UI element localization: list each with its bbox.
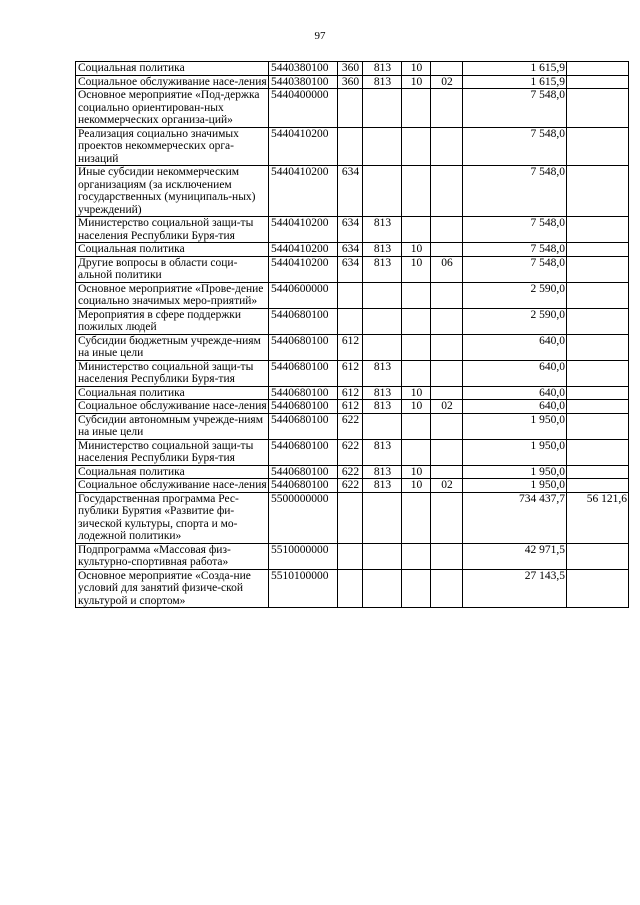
cell-name: Социальная политика xyxy=(76,386,269,400)
cell-amount-extra xyxy=(567,400,629,414)
cell-subsection xyxy=(431,569,463,608)
cell-ministry-code xyxy=(363,569,402,608)
cell-name: Социальное обслуживание насе-ления xyxy=(76,479,269,493)
cell-amount: 1 950,0 xyxy=(463,479,567,493)
cell-amount: 7 548,0 xyxy=(463,217,567,243)
table-row xyxy=(76,400,629,414)
cell-amount-extra xyxy=(567,127,629,166)
cell-section xyxy=(402,89,431,128)
cell-name: Подпрограмма «Массовая физ-культурно-спортивная работа» xyxy=(76,543,269,569)
cell-expense-type: 622 xyxy=(338,413,363,439)
cell-subsection xyxy=(431,413,463,439)
cell-ministry-code: 813 xyxy=(363,386,402,400)
cell-ministry-code: 813 xyxy=(363,243,402,257)
cell-amount-extra xyxy=(567,439,629,465)
cell-amount-extra xyxy=(567,256,629,282)
cell-subsection xyxy=(431,334,463,360)
table-row xyxy=(76,569,629,608)
cell-ministry-code xyxy=(363,308,402,334)
cell-name: Социальная политика xyxy=(76,62,269,76)
cell-section xyxy=(402,217,431,243)
cell-ministry-code xyxy=(363,166,402,217)
cell-expense-type xyxy=(338,543,363,569)
cell-amount: 640,0 xyxy=(463,334,567,360)
cell-amount-extra xyxy=(567,282,629,308)
cell-expense-type: 634 xyxy=(338,243,363,257)
table-row xyxy=(76,89,629,128)
cell-subsection xyxy=(431,465,463,479)
cell-ministry-code: 813 xyxy=(363,360,402,386)
cell-amount-extra xyxy=(567,479,629,493)
table-row xyxy=(76,282,629,308)
cell-name: Другие вопросы в области соци-альной политики xyxy=(76,256,269,282)
cell-target-article: 5510100000 xyxy=(269,569,338,608)
cell-subsection: 02 xyxy=(431,400,463,414)
cell-amount: 7 548,0 xyxy=(463,127,567,166)
cell-amount: 2 590,0 xyxy=(463,282,567,308)
cell-amount: 640,0 xyxy=(463,400,567,414)
cell-name: Основное мероприятие «Прове-дение социально значимых меро-приятий» xyxy=(76,282,269,308)
cell-expense-type xyxy=(338,492,363,543)
cell-ministry-code: 813 xyxy=(363,479,402,493)
cell-target-article: 5440680100 xyxy=(269,386,338,400)
cell-section: 10 xyxy=(402,243,431,257)
cell-expense-type: 622 xyxy=(338,479,363,493)
table-row xyxy=(76,62,629,76)
cell-target-article: 5440680100 xyxy=(269,465,338,479)
cell-ministry-code xyxy=(363,492,402,543)
cell-ministry-code: 813 xyxy=(363,439,402,465)
cell-name: Государственная программа Рес-публики Бурятия «Развитие фи-зической культуры, спорта и мо-лодежной политики» xyxy=(76,492,269,543)
cell-amount-extra xyxy=(567,569,629,608)
cell-section xyxy=(402,166,431,217)
cell-expense-type: 634 xyxy=(338,166,363,217)
cell-target-article: 5440680100 xyxy=(269,334,338,360)
cell-section xyxy=(402,282,431,308)
cell-subsection xyxy=(431,492,463,543)
table-row xyxy=(76,360,629,386)
cell-section: 10 xyxy=(402,465,431,479)
cell-amount-extra xyxy=(567,217,629,243)
cell-amount: 1 950,0 xyxy=(463,439,567,465)
cell-amount-extra xyxy=(567,62,629,76)
cell-amount-extra xyxy=(567,360,629,386)
cell-name: Иные субсидии некоммерческим организациям (за исключением государственных (муниципаль-ных) учреждений) xyxy=(76,166,269,217)
cell-subsection xyxy=(431,62,463,76)
cell-section xyxy=(402,413,431,439)
cell-section xyxy=(402,334,431,360)
table-body xyxy=(76,62,629,608)
cell-target-article: 5440380100 xyxy=(269,62,338,76)
table-row xyxy=(76,465,629,479)
cell-expense-type: 622 xyxy=(338,439,363,465)
cell-name: Основное мероприятие «Созда-ние условий для занятий физиче-ской культурой и спортом» xyxy=(76,569,269,608)
cell-target-article: 5440680100 xyxy=(269,439,338,465)
cell-section xyxy=(402,569,431,608)
cell-section xyxy=(402,308,431,334)
cell-expense-type xyxy=(338,89,363,128)
cell-expense-type: 360 xyxy=(338,75,363,89)
cell-target-article: 5440410200 xyxy=(269,127,338,166)
cell-expense-type xyxy=(338,127,363,166)
cell-section: 10 xyxy=(402,75,431,89)
cell-section xyxy=(402,439,431,465)
cell-section: 10 xyxy=(402,386,431,400)
table-row xyxy=(76,243,629,257)
cell-subsection xyxy=(431,543,463,569)
cell-expense-type: 612 xyxy=(338,386,363,400)
cell-amount: 7 548,0 xyxy=(463,256,567,282)
cell-section: 10 xyxy=(402,479,431,493)
cell-target-article: 5440680100 xyxy=(269,413,338,439)
cell-target-article: 5440410200 xyxy=(269,243,338,257)
cell-amount-extra xyxy=(567,334,629,360)
cell-name: Основное мероприятие «Под-держка социально ориентирован-ных некоммерческих организа-ций» xyxy=(76,89,269,128)
cell-target-article: 5510000000 xyxy=(269,543,338,569)
cell-ministry-code: 813 xyxy=(363,217,402,243)
cell-section xyxy=(402,127,431,166)
cell-target-article: 5440680100 xyxy=(269,360,338,386)
cell-amount: 640,0 xyxy=(463,386,567,400)
cell-subsection xyxy=(431,360,463,386)
cell-target-article: 5440410200 xyxy=(269,166,338,217)
cell-expense-type xyxy=(338,308,363,334)
cell-expense-type: 622 xyxy=(338,465,363,479)
cell-name: Социальная политика xyxy=(76,465,269,479)
table-row xyxy=(76,217,629,243)
cell-ministry-code xyxy=(363,89,402,128)
cell-ministry-code: 813 xyxy=(363,400,402,414)
cell-ministry-code: 813 xyxy=(363,256,402,282)
cell-name: Министерство социальной защи-ты населения Республики Буря-тия xyxy=(76,439,269,465)
cell-amount: 734 437,7 xyxy=(463,492,567,543)
table-row xyxy=(76,439,629,465)
page-number: 97 xyxy=(314,30,326,42)
table-row xyxy=(76,308,629,334)
cell-section xyxy=(402,543,431,569)
cell-subsection xyxy=(431,217,463,243)
cell-expense-type: 634 xyxy=(338,256,363,282)
cell-amount-extra xyxy=(567,243,629,257)
cell-target-article: 5440400000 xyxy=(269,89,338,128)
cell-amount: 1 950,0 xyxy=(463,413,567,439)
cell-amount-extra xyxy=(567,308,629,334)
cell-target-article: 5440680100 xyxy=(269,308,338,334)
cell-subsection xyxy=(431,243,463,257)
cell-name: Субсидии бюджетным учрежде-ниям на иные цели xyxy=(76,334,269,360)
cell-amount-extra: 56 121,6 xyxy=(567,492,629,543)
cell-ministry-code: 813 xyxy=(363,62,402,76)
cell-amount: 2 590,0 xyxy=(463,308,567,334)
budget-table xyxy=(75,61,629,608)
cell-expense-type: 612 xyxy=(338,334,363,360)
cell-name: Мероприятия в сфере поддержки пожилых людей xyxy=(76,308,269,334)
cell-amount: 42 971,5 xyxy=(463,543,567,569)
cell-target-article: 5440680100 xyxy=(269,400,338,414)
table-row xyxy=(76,256,629,282)
cell-ministry-code xyxy=(363,413,402,439)
cell-section xyxy=(402,360,431,386)
cell-amount: 7 548,0 xyxy=(463,89,567,128)
cell-section: 10 xyxy=(402,256,431,282)
cell-subsection xyxy=(431,439,463,465)
cell-section: 10 xyxy=(402,62,431,76)
table-row xyxy=(76,75,629,89)
cell-amount: 27 143,5 xyxy=(463,569,567,608)
cell-amount-extra xyxy=(567,166,629,217)
cell-target-article: 5440600000 xyxy=(269,282,338,308)
cell-amount-extra xyxy=(567,465,629,479)
cell-target-article: 5440410200 xyxy=(269,217,338,243)
cell-amount: 1 615,9 xyxy=(463,75,567,89)
cell-subsection xyxy=(431,308,463,334)
cell-subsection: 02 xyxy=(431,75,463,89)
table-row xyxy=(76,413,629,439)
cell-ministry-code: 813 xyxy=(363,465,402,479)
cell-amount: 1 950,0 xyxy=(463,465,567,479)
cell-target-article: 5440380100 xyxy=(269,75,338,89)
table-row xyxy=(76,492,629,543)
table-row xyxy=(76,543,629,569)
table-row xyxy=(76,166,629,217)
cell-ministry-code xyxy=(363,127,402,166)
cell-expense-type xyxy=(338,282,363,308)
cell-amount-extra xyxy=(567,89,629,128)
cell-name: Реализация социально значимых проектов некоммерческих орга-низаций xyxy=(76,127,269,166)
cell-section: 10 xyxy=(402,400,431,414)
cell-target-article: 5440410200 xyxy=(269,256,338,282)
cell-expense-type: 360 xyxy=(338,62,363,76)
cell-name: Социальная политика xyxy=(76,243,269,257)
cell-amount: 7 548,0 xyxy=(463,243,567,257)
table-row xyxy=(76,386,629,400)
cell-amount-extra xyxy=(567,413,629,439)
cell-subsection xyxy=(431,282,463,308)
cell-name: Социальное обслуживание насе-ления xyxy=(76,75,269,89)
cell-name: Субсидии автономным учрежде-ниям на иные цели xyxy=(76,413,269,439)
cell-ministry-code xyxy=(363,543,402,569)
table-row xyxy=(76,334,629,360)
cell-name: Социальное обслуживание насе-ления xyxy=(76,400,269,414)
cell-name: Министерство социальной защи-ты населения Республики Буря-тия xyxy=(76,217,269,243)
cell-amount-extra xyxy=(567,75,629,89)
cell-amount: 7 548,0 xyxy=(463,166,567,217)
cell-target-article: 5500000000 xyxy=(269,492,338,543)
table-row xyxy=(76,127,629,166)
cell-ministry-code xyxy=(363,282,402,308)
cell-subsection xyxy=(431,89,463,128)
cell-amount-extra xyxy=(567,386,629,400)
cell-expense-type: 612 xyxy=(338,360,363,386)
cell-target-article: 5440680100 xyxy=(269,479,338,493)
cell-subsection xyxy=(431,127,463,166)
table-row xyxy=(76,479,629,493)
cell-subsection xyxy=(431,166,463,217)
cell-name: Министерство социальной защи-ты населения Республики Буря-тия xyxy=(76,360,269,386)
cell-subsection: 06 xyxy=(431,256,463,282)
cell-subsection: 02 xyxy=(431,479,463,493)
cell-expense-type: 612 xyxy=(338,400,363,414)
cell-amount: 640,0 xyxy=(463,360,567,386)
cell-ministry-code xyxy=(363,334,402,360)
cell-amount-extra xyxy=(567,543,629,569)
cell-section xyxy=(402,492,431,543)
cell-subsection xyxy=(431,386,463,400)
cell-expense-type: 634 xyxy=(338,217,363,243)
cell-ministry-code: 813 xyxy=(363,75,402,89)
cell-expense-type xyxy=(338,569,363,608)
cell-amount: 1 615,9 xyxy=(463,62,567,76)
